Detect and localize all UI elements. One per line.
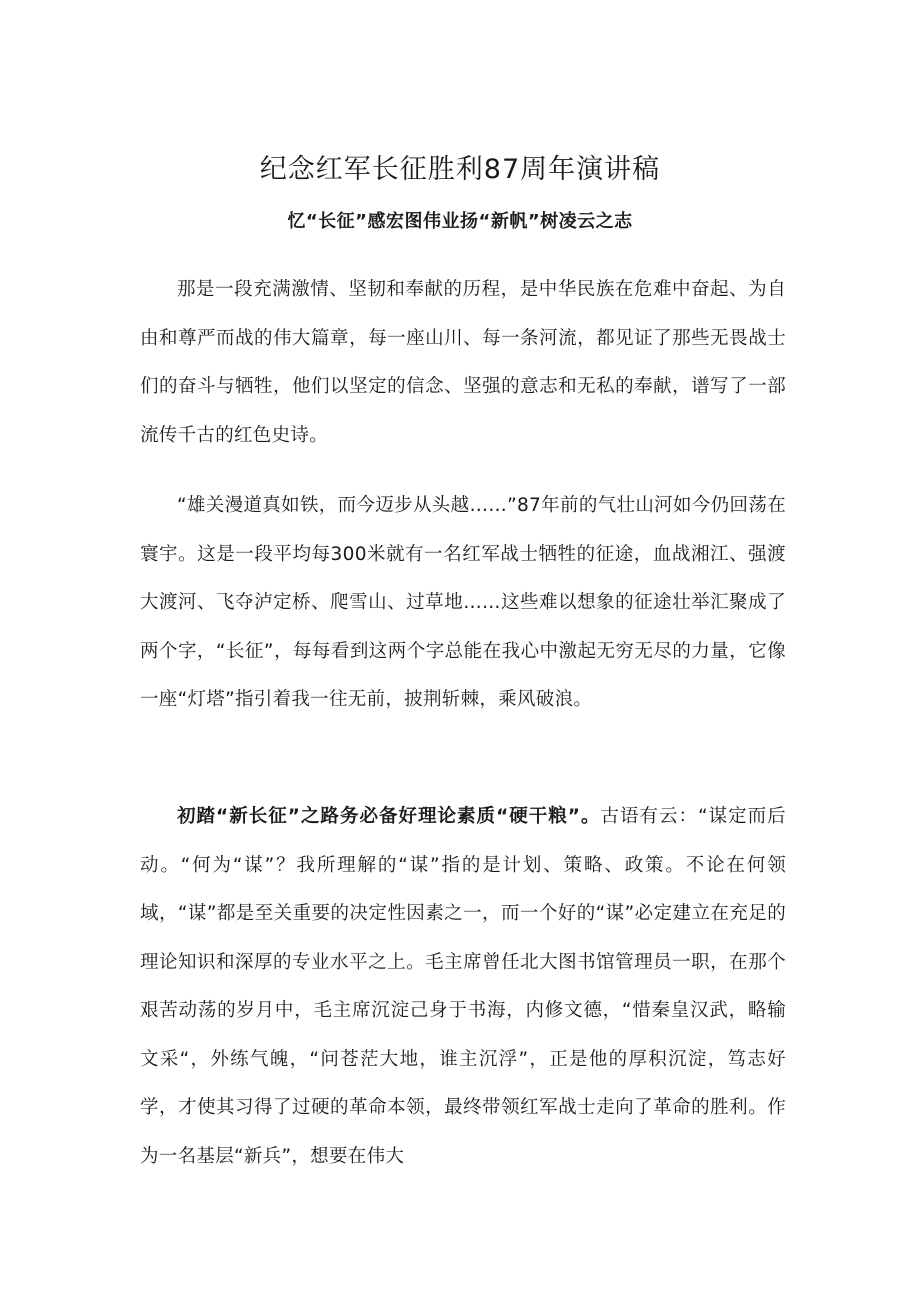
paragraph-1 bbox=[140, 266, 786, 460]
paragraph-3 bbox=[140, 793, 786, 1181]
paragraph-2-text: “雄关漫道真如铁，而今迈步从头越……”87年前的气壮山河如今仍回荡在寰宇。这是一段平均每300米就有一名红军战士牺牲的征途，血战湘江、强渡大渡河、飞夺泸定桥、爬雪山、过草地……这些难以想象的征途壮举汇聚成了两个字，“长征”，每每看到这两个字总能在我心中激起无穷无尽的力量，它像一座“灯塔”指引着我一往无前，披荆斩棘，乘风破浪。 bbox=[140, 495, 786, 710]
document-subtitle: 忆“长征”感宏图伟业扬“新帆”树凌云之志 bbox=[287, 211, 633, 232]
paragraph-3-lead: 初踏“新长征”之路务必备好理论素质“硬干粮”。 bbox=[177, 806, 601, 827]
document-title: 纪念红军长征胜利87周年演讲稿 bbox=[259, 154, 661, 186]
paragraph-3-text: 古语有云：“谋定而后动。“何为“谋”？我所理解的“谋”指的是计划、策略、政策。不论在何领域，“谋”都是至关重要的决定性因素之一，而一个好的“谋”必定建立在充足的理论知识和深厚的专业水平之上。毛主席曾任北大图书馆管理员一职，在那个艰苦动荡的岁月中，毛主席沉淀己身于书海，内修文德，“惜秦皇汉武，略输文采“，外练气魄，“问苍茫大地，谁主沉浮”，正是他的厚积沉淀，笃志好学，才使其习得了过硬的革命本领，最终带领红军战士走向了革命的胜利。作为一名基层“新兵”，想要在伟大 bbox=[140, 806, 786, 1167]
paragraph-2 bbox=[140, 482, 786, 725]
paragraph-1-text: 那是一段充满激情、坚韧和奉献的历程，是中华民族在危难中奋起、为自由和尊严而战的伟大篇章，每一座山川、每一条河流，都见证了那些无畏战士们的奋斗与牺牲，他们以坚定的信念、坚强的意志和无私的奉献，谱写了一部流传千古的红色史诗。 bbox=[140, 279, 786, 446]
